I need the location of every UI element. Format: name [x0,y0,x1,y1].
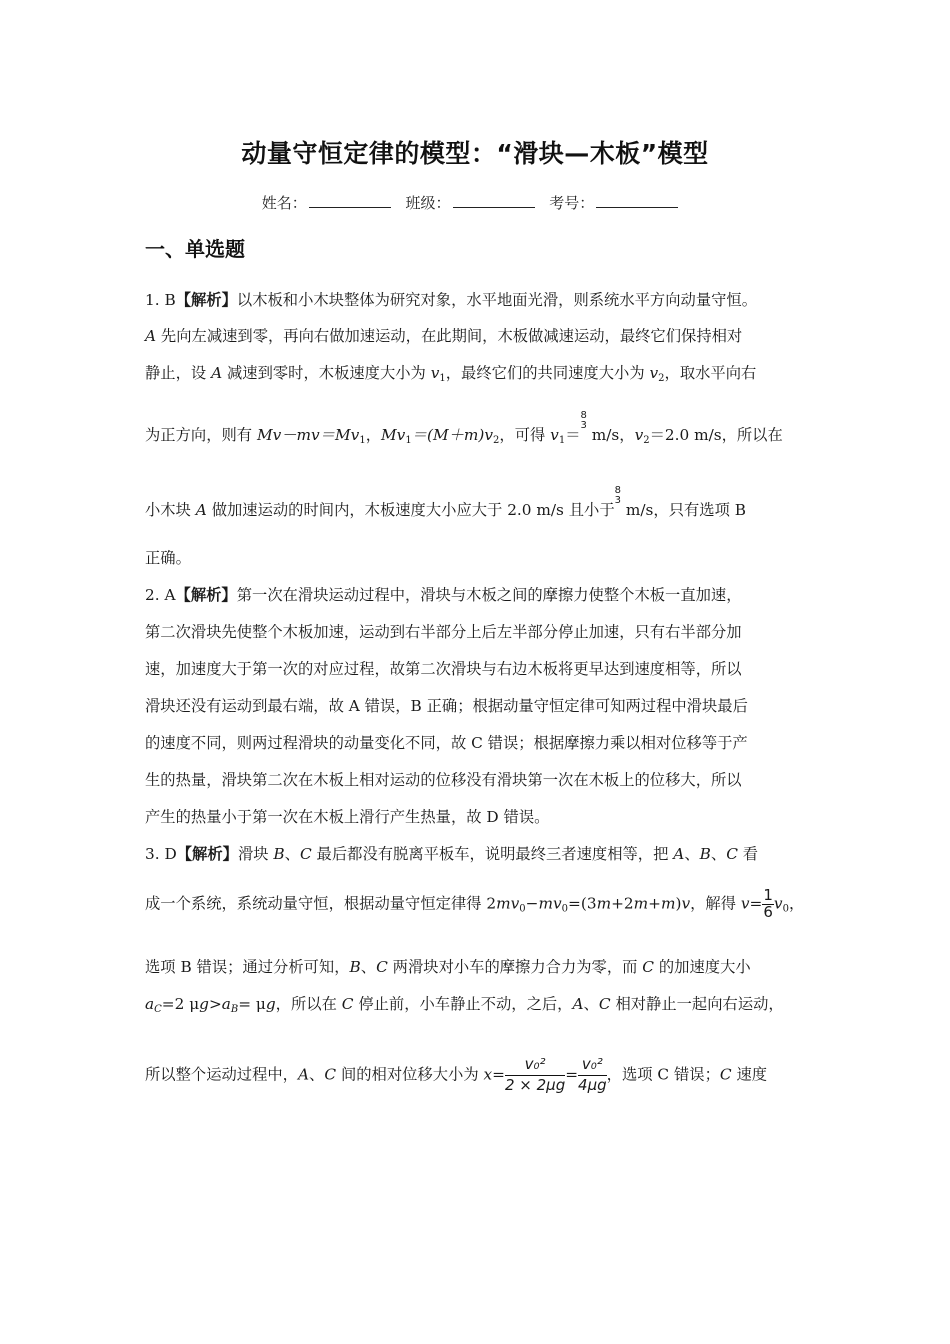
q1-text: 先向左减速到零，再向右做加速运动，在此期间，木板做减速运动，最终它们保持相对 [156,327,743,345]
q3-text: ，所以在 [275,995,342,1013]
q3-text: 、 [684,845,700,863]
q3-line-3 [145,955,751,977]
q3-var: mv [496,894,520,913]
q2-line-2: 第二次滑块先使整个木板加速，运动到右半部分上后左半部分停止加速，只有右半部分加 [145,623,742,641]
q3-text: 、 [284,845,300,863]
q1-sub: 1 [439,373,446,384]
q1-number: 1. B [145,291,176,309]
q3-line-2 [145,888,804,921]
q2-line-4: 滑块还没有运动到最右端，故 A 错误，B 正确；根据动量守恒定律可知两过程中滑块最后 [145,697,748,715]
q3-var: g [265,995,276,1013]
q1-text: 静止，设 [145,364,212,382]
q3-var: v [681,894,691,913]
q3-var: A [297,1065,310,1084]
q2-line-1 [145,583,742,605]
section-heading: 一、单选题 [145,237,245,261]
q2-line-5: 的速度不同，则两过程滑块的动量变化不同，故 C 错误；根据摩擦力乘以相对位移等于产 [145,734,748,752]
q3-line-1 [145,842,758,864]
fraction-denominator: 2 × 2μg [504,1075,566,1094]
class-label: 班级： [405,194,451,212]
student-info-line [0,192,950,213]
exam-blank [596,193,678,208]
q3-text: 相对静止一起向右运动， [610,995,784,1013]
fraction-numerator: v₀² [505,1057,565,1076]
q3-var: g [199,995,209,1013]
q1-line-5 [145,484,746,520]
q2-line-6: 生的热量，滑块第二次在木板上相对运动的位移没有滑块第一次在木板上的位移大，所以 [145,771,742,789]
q3-var: B [273,845,285,863]
q1-line-3 [145,361,756,383]
q1-sub: 1 [558,435,566,446]
q3-text: ， [788,894,805,913]
q3-var: C [726,845,738,863]
q3-text: 、 [360,958,377,976]
q1-var: A [195,501,207,519]
q3-displacement-fraction-2 [578,1057,607,1094]
q3-text: +2 [611,894,634,913]
q3-text: 滑块 [237,845,274,863]
fraction-denominator: 3 [580,420,587,431]
exam-label: 考号： [549,194,595,212]
q3-text: 停止前，小车静止不动，之后， [353,995,573,1013]
q3-var: mv [538,894,562,913]
q1-text: ，最终它们的共同速度大小为 [445,364,650,382]
q3-text: ，选项 C 错误； [606,1065,720,1084]
q1-text: 以木板和小木块整体为研究对象，水平地面光滑，则系统水平方向动量守恒。 [236,291,758,309]
q3-text: − [525,894,539,913]
q1-line-2 [145,324,742,346]
q1-text: m/s， [586,426,635,444]
q1-tag: 【解析】 [175,291,237,309]
q3-text: =(3 [568,894,597,913]
q3-tag: 【解析】 [176,845,238,863]
q3-var: C [341,995,354,1013]
q3-text: 、 [710,845,727,863]
fraction-numerator: 1 [763,886,773,904]
q3-var: x [483,1065,493,1084]
q3-var: v [740,894,750,913]
document-title: 动量守恒定律的模型：“滑块—木板”模型 [241,139,709,168]
q3-var: C [642,958,655,976]
q3-fraction [762,888,774,921]
q1-line-1 [145,288,757,310]
q1-equation: Mv－mv＝Mv [256,426,360,444]
q3-text: 选项 B 错误；通过分析可知， [145,958,350,976]
q1-text: 小木块 [145,501,196,519]
q3-var: B [699,845,711,863]
q3-text: 最后都没有脱离平板车，说明最终三者速度相等，把 [311,845,674,863]
q3-text: 两滑块对小车的摩擦力合力为零，而 [387,958,643,976]
q3-var: C [719,1065,732,1084]
q3-var: C [299,845,312,863]
q3-text: 成一个系统，系统动量守恒，根据动量守恒定律得 2 [145,894,497,913]
q1-sub: 1 [359,435,366,446]
q3-text: = [749,894,763,913]
q3-sub: 0 [782,903,789,915]
q3-var: m [596,894,612,913]
q1-text: ＝ [565,426,581,444]
q3-text: ，解得 [690,894,741,913]
q3-var: C [598,995,611,1013]
q2-line-3: 速，加速度大于第一次的对应过程，故第二次滑块与右边木板将更早达到速度相等，所以 [145,660,742,678]
q1-text: 减速到零时，木板速度大小为 [222,364,431,382]
q3-displacement-fraction-1 [505,1057,565,1094]
q1-text: m/s，只有选项 B [621,501,746,519]
q1-var: v [634,426,644,444]
q3-var: a [221,995,231,1013]
q2-line-7: 产生的热量小于第一次在木板上滑行产生热量，故 D 错误。 [145,808,550,826]
q1-text: ＝2.0 m/s，所以在 [649,426,783,444]
fraction-denominator: 6 [763,902,773,921]
q1-text: ， [365,426,381,444]
q3-var: a [145,995,155,1013]
fraction-denominator: 3 [614,495,622,506]
q3-text: 间的相对位移大小为 [336,1065,484,1084]
q1-line-4 [145,409,783,446]
fraction-numerator: 8 [614,484,622,496]
q1-sub: 1 [405,435,412,446]
q3-text: = μ [238,995,266,1013]
q3-number: 3. D [145,845,177,863]
q2-number: 2. A [145,586,176,604]
q1-var: v [550,426,559,444]
q3-var: v [773,894,783,913]
q3-text: 的加速度大小 [654,958,751,976]
q3-sub: C [154,1004,162,1015]
q3-text: > [208,995,222,1013]
q3-text: + [648,894,661,913]
q3-text: 看 [737,845,759,863]
q3-text: = [565,1065,579,1084]
q3-var: m [633,894,649,913]
q1-text: ，可得 [499,426,551,444]
q3-sub: 0 [561,903,569,915]
q1-var: A [145,327,157,345]
q3-text: = [492,1065,505,1084]
q1-line-6: 正确。 [145,549,191,567]
q1-text: 做加速运动的时间内，木板速度大小应大于 2.0 m/s 且小于 [206,501,615,519]
class-blank [453,193,535,208]
fraction-numerator: v₀² [578,1057,607,1076]
q3-text: 速度 [731,1065,768,1084]
q1-text: ，取水平向右 [664,364,757,382]
q2-text: 第一次在滑块运动过程中，滑块与木板之间的摩擦力使整个木板一直加速， [236,586,742,604]
q1-sub: 2 [643,435,650,446]
q3-var: A [673,845,685,863]
q1-sub: 2 [658,373,665,384]
name-blank [309,193,391,208]
q1-sub: 2 [493,435,500,446]
q3-sub: B [230,1004,239,1015]
q1-equation: Mv [381,426,406,444]
q1-var: A [211,364,223,382]
q3-line-4 [145,992,784,1014]
q3-text: 、 [309,1065,325,1084]
q3-text: 、 [583,995,599,1013]
q1-var: v [649,364,659,382]
q3-var: C [376,958,388,976]
q3-var: A [572,995,584,1013]
q1-var: v [430,364,440,382]
q2-tag: 【解析】 [175,586,237,604]
name-label: 姓名： [261,194,307,212]
fraction-denominator: 4μg [578,1075,607,1094]
q3-text: ) [675,894,682,913]
q3-text: =2 μ [161,995,200,1013]
q3-line-5 [145,1057,767,1094]
q3-var: m [660,894,676,913]
q1-equation: ＝(M＋m)v [411,426,494,444]
q3-var: B [349,958,361,976]
q3-sub: 0 [519,903,526,915]
fraction-numerator: 8 [580,409,587,421]
q1-text: 为正方向，则有 [145,426,257,444]
q3-var: C [324,1065,337,1084]
q3-text: 所以整个运动过程中， [145,1065,298,1084]
